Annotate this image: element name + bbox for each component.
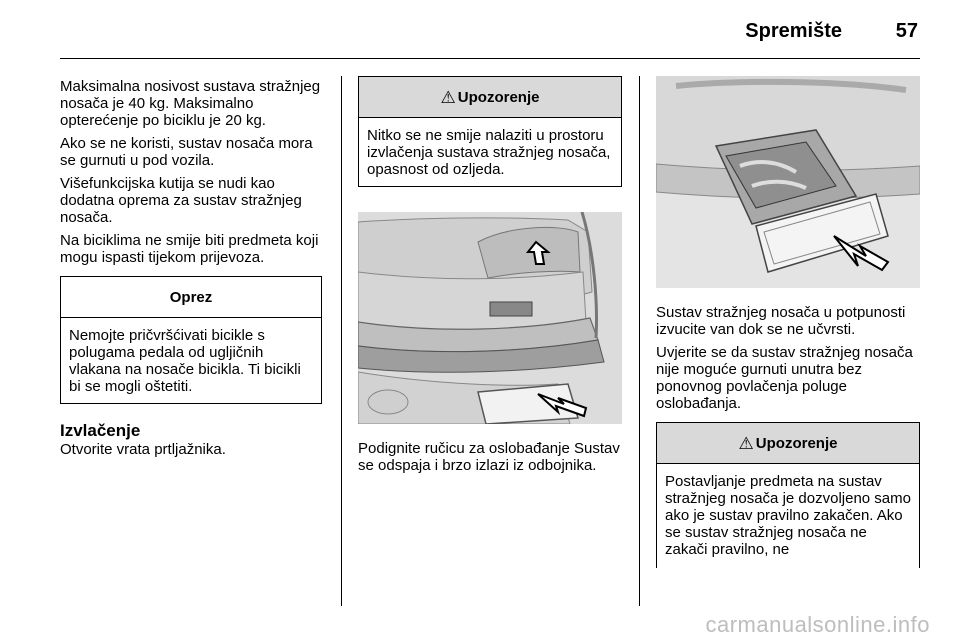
warning-box-1 bbox=[358, 76, 622, 187]
warning-triangle-icon: ⚠ bbox=[738, 433, 754, 453]
warning-triangle-icon: ⚠ bbox=[440, 87, 456, 107]
page-title: Spremište bbox=[745, 20, 842, 42]
paragraph-pull-out: Sustav stražnjeg nosača u potpunosti izvucite van dok se ne učvrsti. bbox=[656, 304, 906, 338]
illustration-trunk-release bbox=[358, 212, 622, 424]
warning-title-1: Upozorenje bbox=[457, 88, 540, 106]
paragraph-push-under: Ako se ne koristi, sustav nosača mora se gurnuti u pod vozila. bbox=[60, 135, 313, 169]
warning-title-2: Upozorenje bbox=[755, 434, 838, 452]
paragraph-multifunction-box: Višefunkcijska kutija se nudi kao dodatna oprema za sustav stražnjeg nosača. bbox=[60, 175, 302, 226]
paragraph-check-locked: Uvjerite se da sustav stražnjeg nosača nije moguće gurnuti unutra bez ponovnog povlačenja poluge oslobađanja. bbox=[656, 344, 913, 412]
page-number: 57 bbox=[895, 20, 918, 42]
figure-caption-release: Podignite ručicu za oslobađanje Sustav se odspaja i brzo izlazi iz odbojnika. bbox=[358, 440, 620, 474]
column-2-caption bbox=[358, 440, 622, 480]
caution-box bbox=[60, 276, 322, 404]
section-text: Otvorite vrata prtljažnika. bbox=[60, 441, 226, 458]
paragraph-max-load: Maksimalna nosivost sustava stražnjeg nosača je 40 kg. Maksimalno opterećenje po biciklu je 20 kg. bbox=[60, 78, 321, 129]
warning-text-1: Nitko se ne smije nalaziti u prostoru izvlačenja sustava stražnjeg nosača, opasnost od ozljeda. bbox=[367, 127, 611, 178]
caution-title: Oprez bbox=[61, 277, 321, 318]
watermark: carmanualsonline.info bbox=[705, 612, 930, 637]
section-extraction bbox=[60, 422, 326, 458]
warning-text-2: Postavljanje predmeta na sustav stražnjeg nosača je dozvoljeno samo ako je sustav pravilno zakačen. Ako se sustav stražnjeg nosača ne zakači pravilno, ne bbox=[665, 473, 911, 558]
paragraph-no-loose-items: Na biciklima ne smije biti predmeta koji mogu ispasti tijekom prijevoza. bbox=[60, 232, 319, 266]
column-3 bbox=[656, 304, 924, 568]
header-rule bbox=[60, 58, 920, 59]
column-divider-1 bbox=[341, 76, 342, 606]
warning-header-1 bbox=[359, 77, 621, 118]
illustration-carrier-pulled bbox=[656, 76, 920, 288]
column-divider-2 bbox=[639, 76, 640, 606]
section-title: Izvlačenje bbox=[60, 421, 141, 440]
column-2 bbox=[358, 76, 622, 187]
warning-box-2 bbox=[656, 422, 920, 568]
column-1 bbox=[60, 78, 326, 458]
warning-header-2 bbox=[657, 423, 919, 464]
caution-text: Nemojte pričvršćivati bicikle s polugama pedala od ugljičnih vlakana na nosače bicikla. Ti bicikli bi se mogli oštetiti. bbox=[69, 327, 301, 395]
